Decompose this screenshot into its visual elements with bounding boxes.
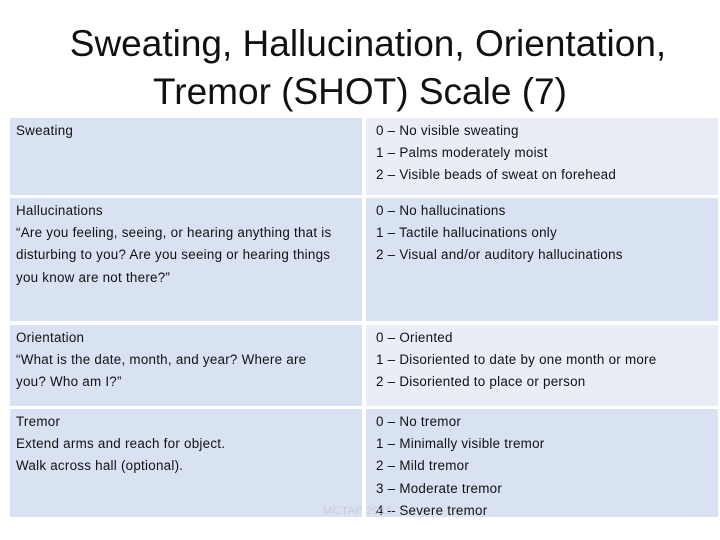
criterion-cell [10, 118, 362, 195]
watermark: MCTAP 2015 [323, 505, 394, 517]
scoring-cell [366, 325, 718, 406]
criterion-prompt: Walk across hall (optional). [16, 458, 184, 474]
criterion-cell [10, 325, 362, 406]
criterion-prompt: you? Who am I?” [16, 374, 122, 390]
criterion-prompt: “What is the date, month, and year? Where are [16, 352, 307, 368]
title-line-1: Sweating, Hallucination, Orientation, [69, 23, 667, 64]
criterion-prompt: Extend arms and reach for object. [16, 436, 226, 452]
title-line-2: Tremor (SHOT) Scale (7) [153, 71, 567, 112]
score-option: 2 – Disoriented to place or person [376, 374, 586, 390]
criterion-name: Tremor [16, 414, 61, 429]
score-option: 4 – Severe tremor [376, 502, 488, 518]
score-option: 0 – No hallucinations [376, 203, 506, 218]
table-row-tremor [10, 409, 718, 517]
scoring-cell [366, 198, 718, 321]
criterion-name: Sweating [16, 123, 74, 138]
score-option: 1 – Palms moderately moist [376, 145, 548, 161]
criterion-prompt: disturbing to you? Are you seeing or hearing things [16, 247, 331, 263]
scoring-cell [366, 409, 718, 517]
table-row-orientation [10, 325, 718, 406]
score-option: 2 – Visible beads of sweat on forehead [376, 167, 617, 183]
scoring-cell [366, 118, 718, 195]
page-title [0, 20, 720, 116]
criterion-name: Orientation [16, 330, 85, 345]
table-row-sweating [10, 118, 718, 195]
score-option: 2 – Mild tremor [376, 458, 470, 474]
criterion-cell [10, 198, 362, 321]
score-option: 0 – Oriented [376, 330, 453, 345]
score-option: 0 – No visible sweating [376, 123, 519, 138]
score-option: 1 – Disoriented to date by one month or more [376, 352, 657, 368]
criterion-prompt: you know are not there?” [16, 269, 171, 285]
score-option: 1 – Tactile hallucinations only [376, 225, 557, 241]
criterion-prompt: “Are you feeling, seeing, or hearing anything that is [16, 225, 332, 241]
score-option: 3 – Moderate tremor [376, 480, 503, 496]
criterion-name: Hallucinations [16, 203, 103, 218]
score-option: 2 – Visual and/or auditory hallucinations [376, 247, 623, 263]
score-option: 1 – Minimally visible tremor [376, 436, 545, 452]
criterion-cell [10, 409, 362, 517]
table-row-hallucinations [10, 198, 718, 321]
score-option: 0 – No tremor [376, 414, 462, 429]
